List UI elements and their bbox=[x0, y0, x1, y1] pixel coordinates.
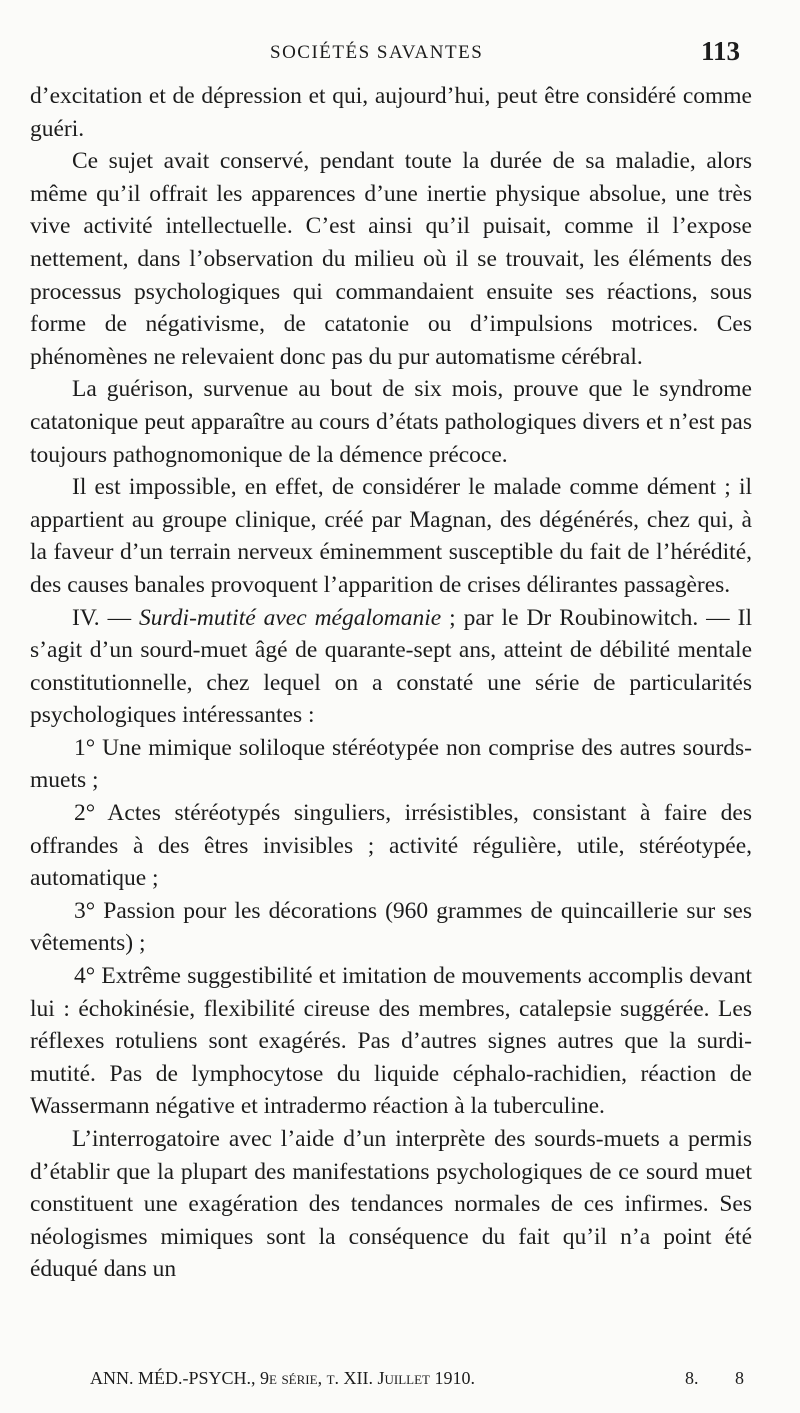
running-title: SOCIÉTÉS SAVANTES bbox=[270, 42, 484, 63]
page-footer bbox=[90, 1368, 770, 1398]
paragraph-6: L’interrogatoire avec l’aide d’un interprète des sourds-muets a permis d’établir que la plupart des manifestations psychologiques de ce sourd muet constituent une exagération des tendances normales de ces infirmes. Ses néologismes mimiques sont la conséquence du fait qu’il n’a point été éduqué dans un bbox=[30, 1126, 752, 1283]
list-item-4: 4° Extrême suggestibilité et imitation de mouvements accomplis devant lui : échokinésie, flexibilité cireuse des membres, catalepsie suggérée. Les réflexes rotuliens sont exagérés. Pas d’autres signes autres que la surdi-mutité. Pas de lymphocytose du liquide céphalo-rachidien, réaction de Wassermann négative et intradermo réaction à la tuberculine. bbox=[30, 963, 752, 1120]
paragraph-3: La guérison, survenue au bout de six mois, prouve que le syndrome catatonique peut apparaître au cours d’états pathologiques divers et n’est pas toujours pathognomonique de la démence précoce. bbox=[30, 376, 752, 468]
signature-number: 8 bbox=[735, 1368, 744, 1388]
signature-mark: 8. bbox=[685, 1368, 699, 1388]
list-item-1: 1° Une mimique soliloque stéréotypée non comprise des autres sourds-muets ; bbox=[30, 734, 752, 794]
paragraph-2: Ce sujet avait conservé, pendant toute la durée de sa maladie, alors même qu’il offrait les apparences d’une inertie physique absolue, une très vive activité intellectuelle. C’est ainsi qu’il puisait, comme il l’expose nettement, dans l’observation du milieu où il se trouvait, les éléments des processus psychologiques qui commandaient ensuite ses réactions, sous forme de négativisme, de catatonie ou d’impulsions motrices. Ces phénomènes ne relevaient donc pas du pur automatisme cérébral. bbox=[30, 148, 752, 370]
body-text bbox=[30, 80, 752, 1286]
section-body: ; par le Dr Roubinowitch. — Il s’agit d’un sourd-muet âgé de quarante-sept ans, atteint de débilité mentale constitutionnelle, chez lequel on a constaté une série de particularités psychologiques intéressantes : bbox=[30, 604, 752, 729]
paragraph-4: Il est impossible, en effet, de considérer le malade comme dément ; il appartient au groupe clinique, créé par Magnan, des dégénérés, chez qui, à la faveur d’un terrain nerveux éminemment susceptible du fait de l’hérédité, des causes banales provoquent l’apparition de crises délirantes passagères. bbox=[30, 474, 752, 598]
list-item-3: 3° Passion pour les décorations (960 grammes de quincaillerie sur ses vêtements) ; bbox=[30, 897, 752, 957]
paragraph-1: d’excitation et de dépression et qui, aujourd’hui, peut être considéré comme guéri. bbox=[30, 83, 752, 142]
section-number: IV. — bbox=[72, 604, 140, 631]
page-number: 113 bbox=[700, 36, 740, 66]
section-title: Surdi-mutité avec mégalomanie bbox=[139, 604, 442, 631]
list-item-2: 2° Actes stéréotypés singuliers, irrésistibles, consistant à faire des offrandes à des êtres invisibles ; activité régulière, utile, stéréotypée, automatique ; bbox=[30, 800, 752, 892]
journal-reference: ANN. MÉD.-PSYCH., 9e série, t. XII. Juillet 1910. bbox=[90, 1368, 475, 1388]
running-head bbox=[0, 36, 800, 72]
paragraph-5 bbox=[30, 602, 752, 732]
